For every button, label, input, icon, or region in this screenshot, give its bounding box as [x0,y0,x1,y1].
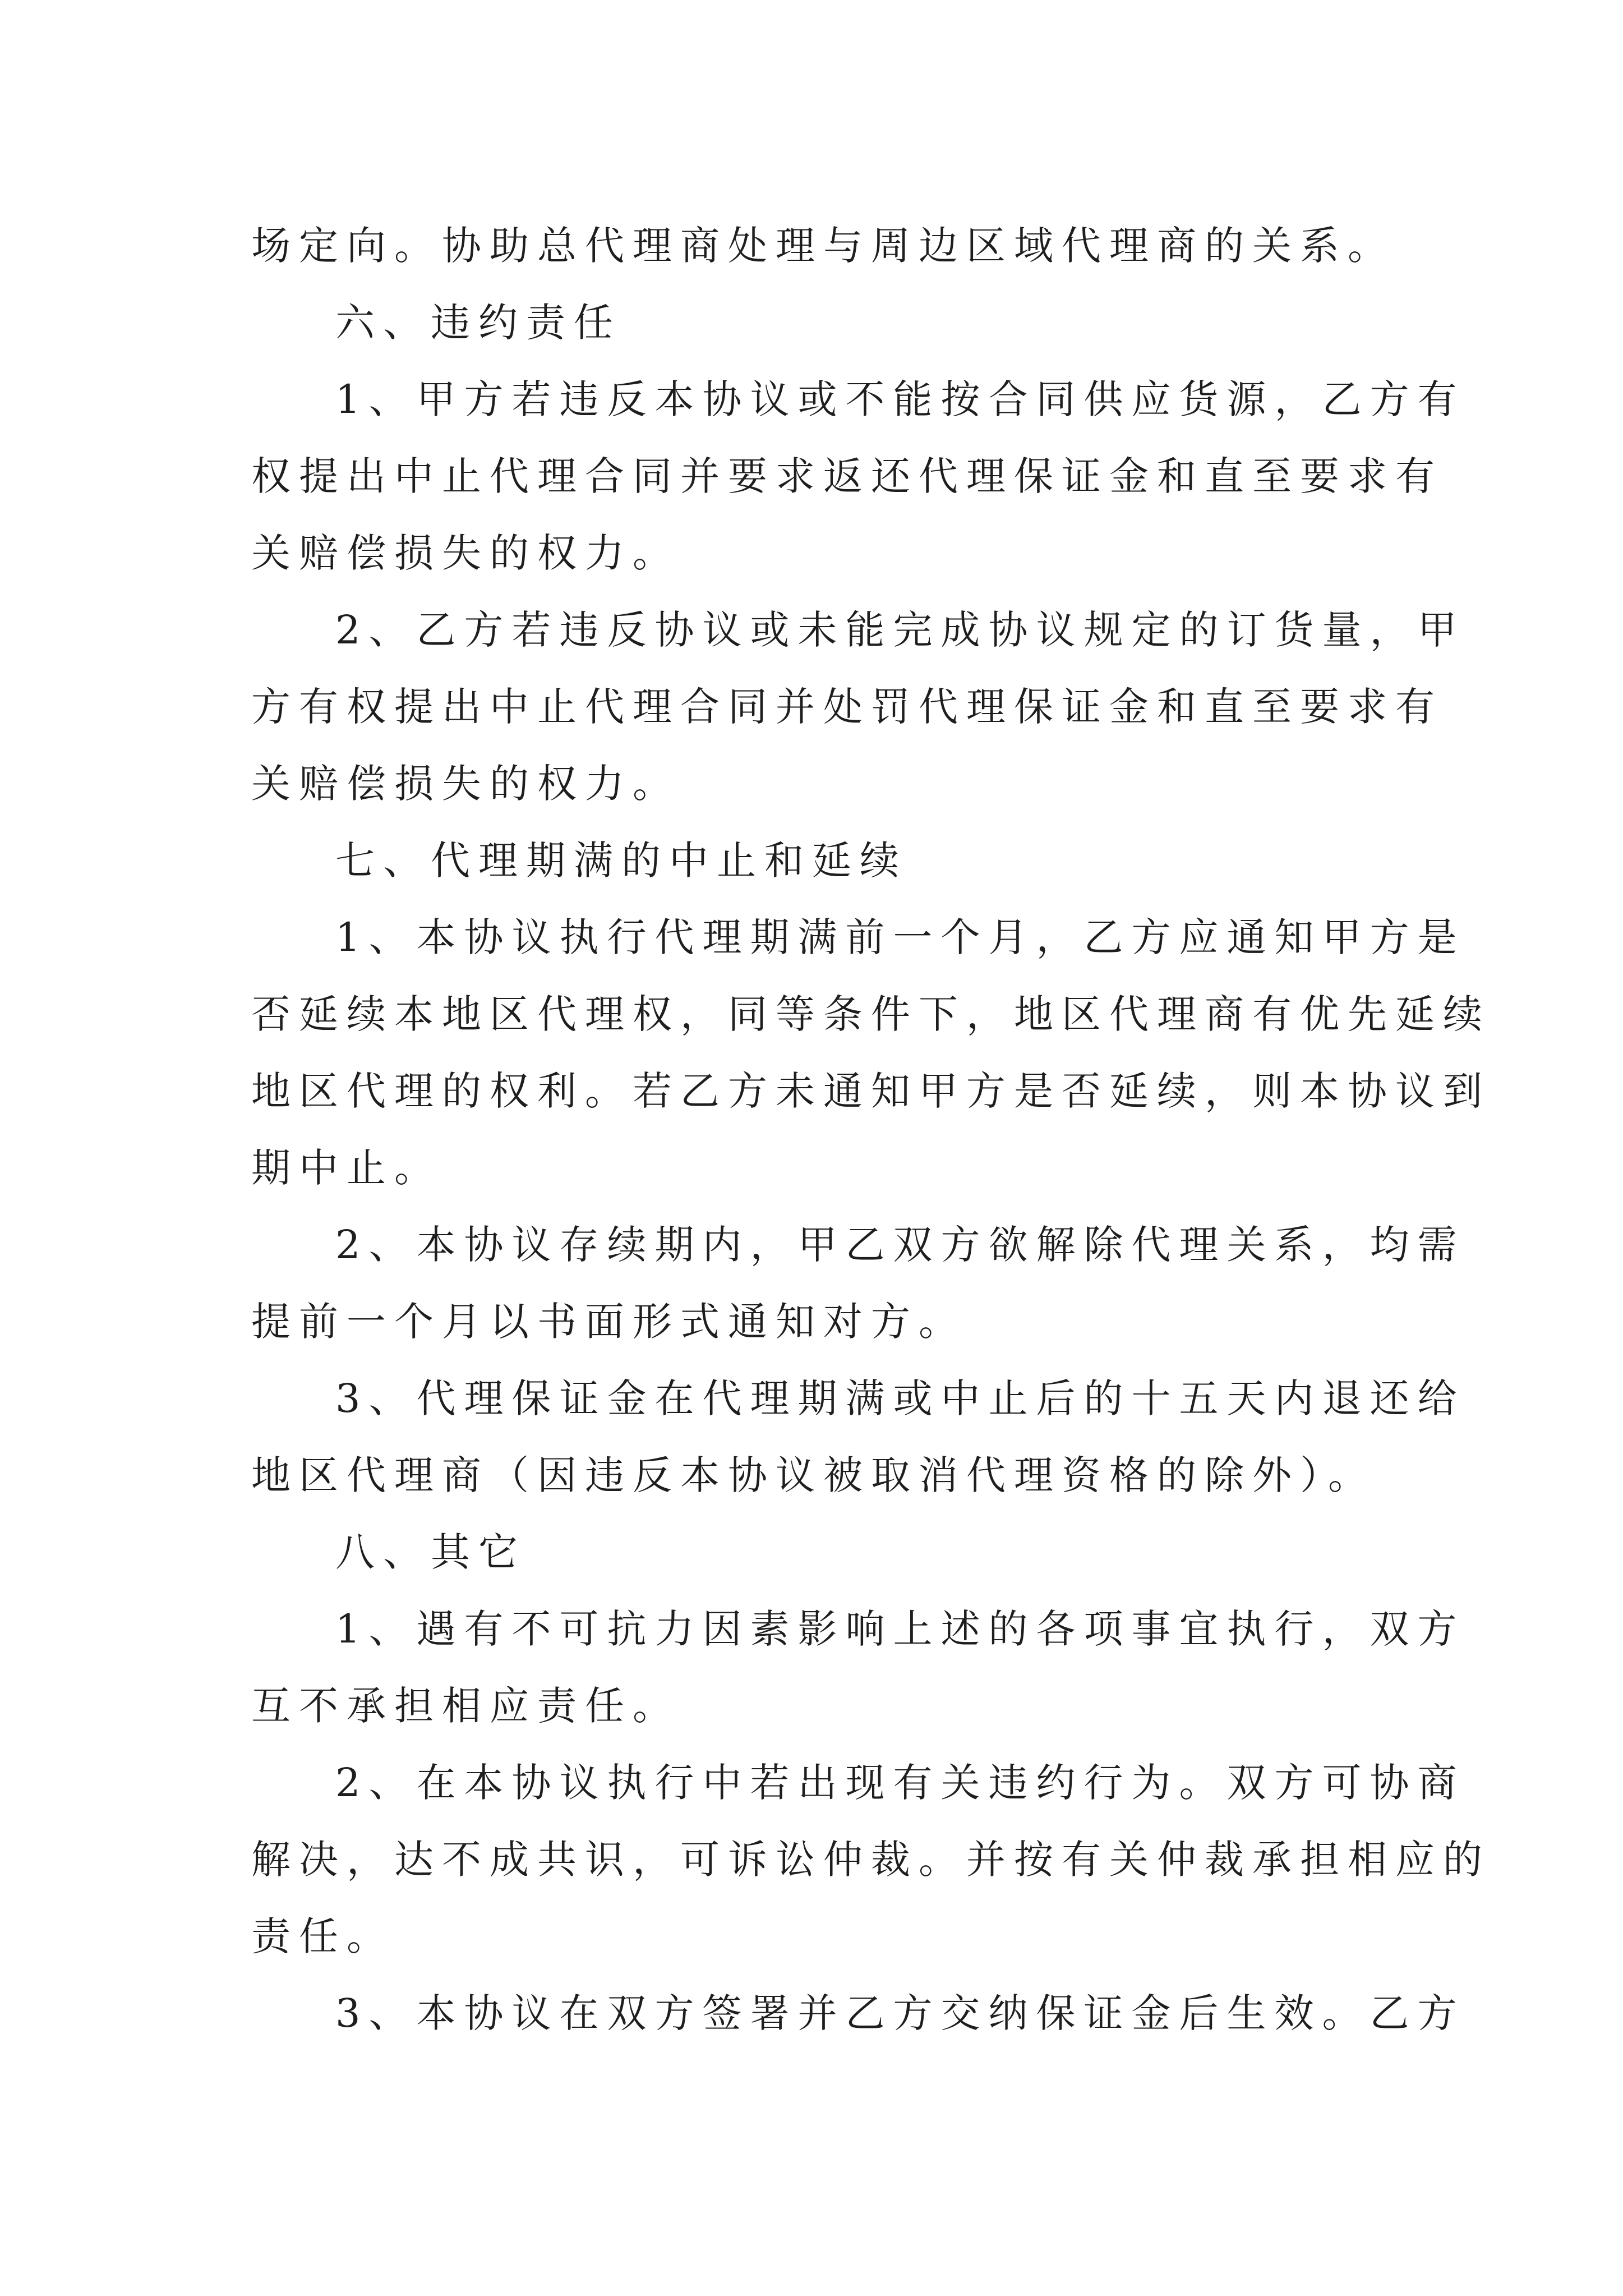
text-line: 2、本协议存续期内，甲乙双方欲解除代理关系，均需 [335,1222,1465,1268]
text-line: 关赔偿损失的权力。 [251,761,680,807]
text-line: 2、在本协议执行中若出现有关违约行为。双方可协商 [335,1760,1465,1806]
text-line: 互不承担相应责任。 [251,1683,680,1729]
text-line: 地区代理商（因违反本协议被取消代理资格的除外）。 [251,1452,1376,1498]
text-line: 方有权提出中止代理合同并处罚代理保证金和直至要求有 [251,684,1443,730]
text-line: 六、违约责任 [335,300,621,346]
text-line: 场定向。协助总代理商处理与周边区域代理商的关系。 [251,223,1395,269]
text-line: 关赔偿损失的权力。 [251,530,680,576]
text-line: 2、乙方若违反协议或未能完成协议规定的订货量，甲 [335,607,1465,653]
text-line: 七、代理期满的中止和延续 [335,838,907,884]
document-body [251,208,1491,2052]
text-line: 地区代理的权利。若乙方未通知甲方是否延续，则本协议到 [251,1068,1491,1114]
text-line: 1、遇有不可抗力因素影响上述的各项事宜执行，双方 [335,1606,1465,1652]
text-line: 八、其它 [335,1529,526,1575]
text-line: 1、本协议执行代理期满前一个月，乙方应通知甲方是 [335,914,1465,960]
text-line: 解决，达不成共识，可诉讼仲裁。并按有关仲裁承担相应的 [251,1837,1491,1883]
text-line: 3、本协议在双方签署并乙方交纳保证金后生效。乙方 [335,1990,1465,2036]
text-line: 3、代理保证金在代理期满或中止后的十五天内退还给 [335,1375,1465,1421]
text-line: 提前一个月以书面形式通知对方。 [251,1299,966,1345]
text-line: 权提出中止代理合同并要求返还代理保证金和直至要求有 [251,453,1443,499]
text-line: 否延续本地区代理权，同等条件下，地区代理商有优先延续 [251,991,1491,1037]
text-line: 期中止。 [251,1145,442,1191]
text-line: 责任。 [251,1913,394,1959]
text-line: 1、甲方若违反本协议或不能按合同供应货源，乙方有 [335,376,1465,422]
